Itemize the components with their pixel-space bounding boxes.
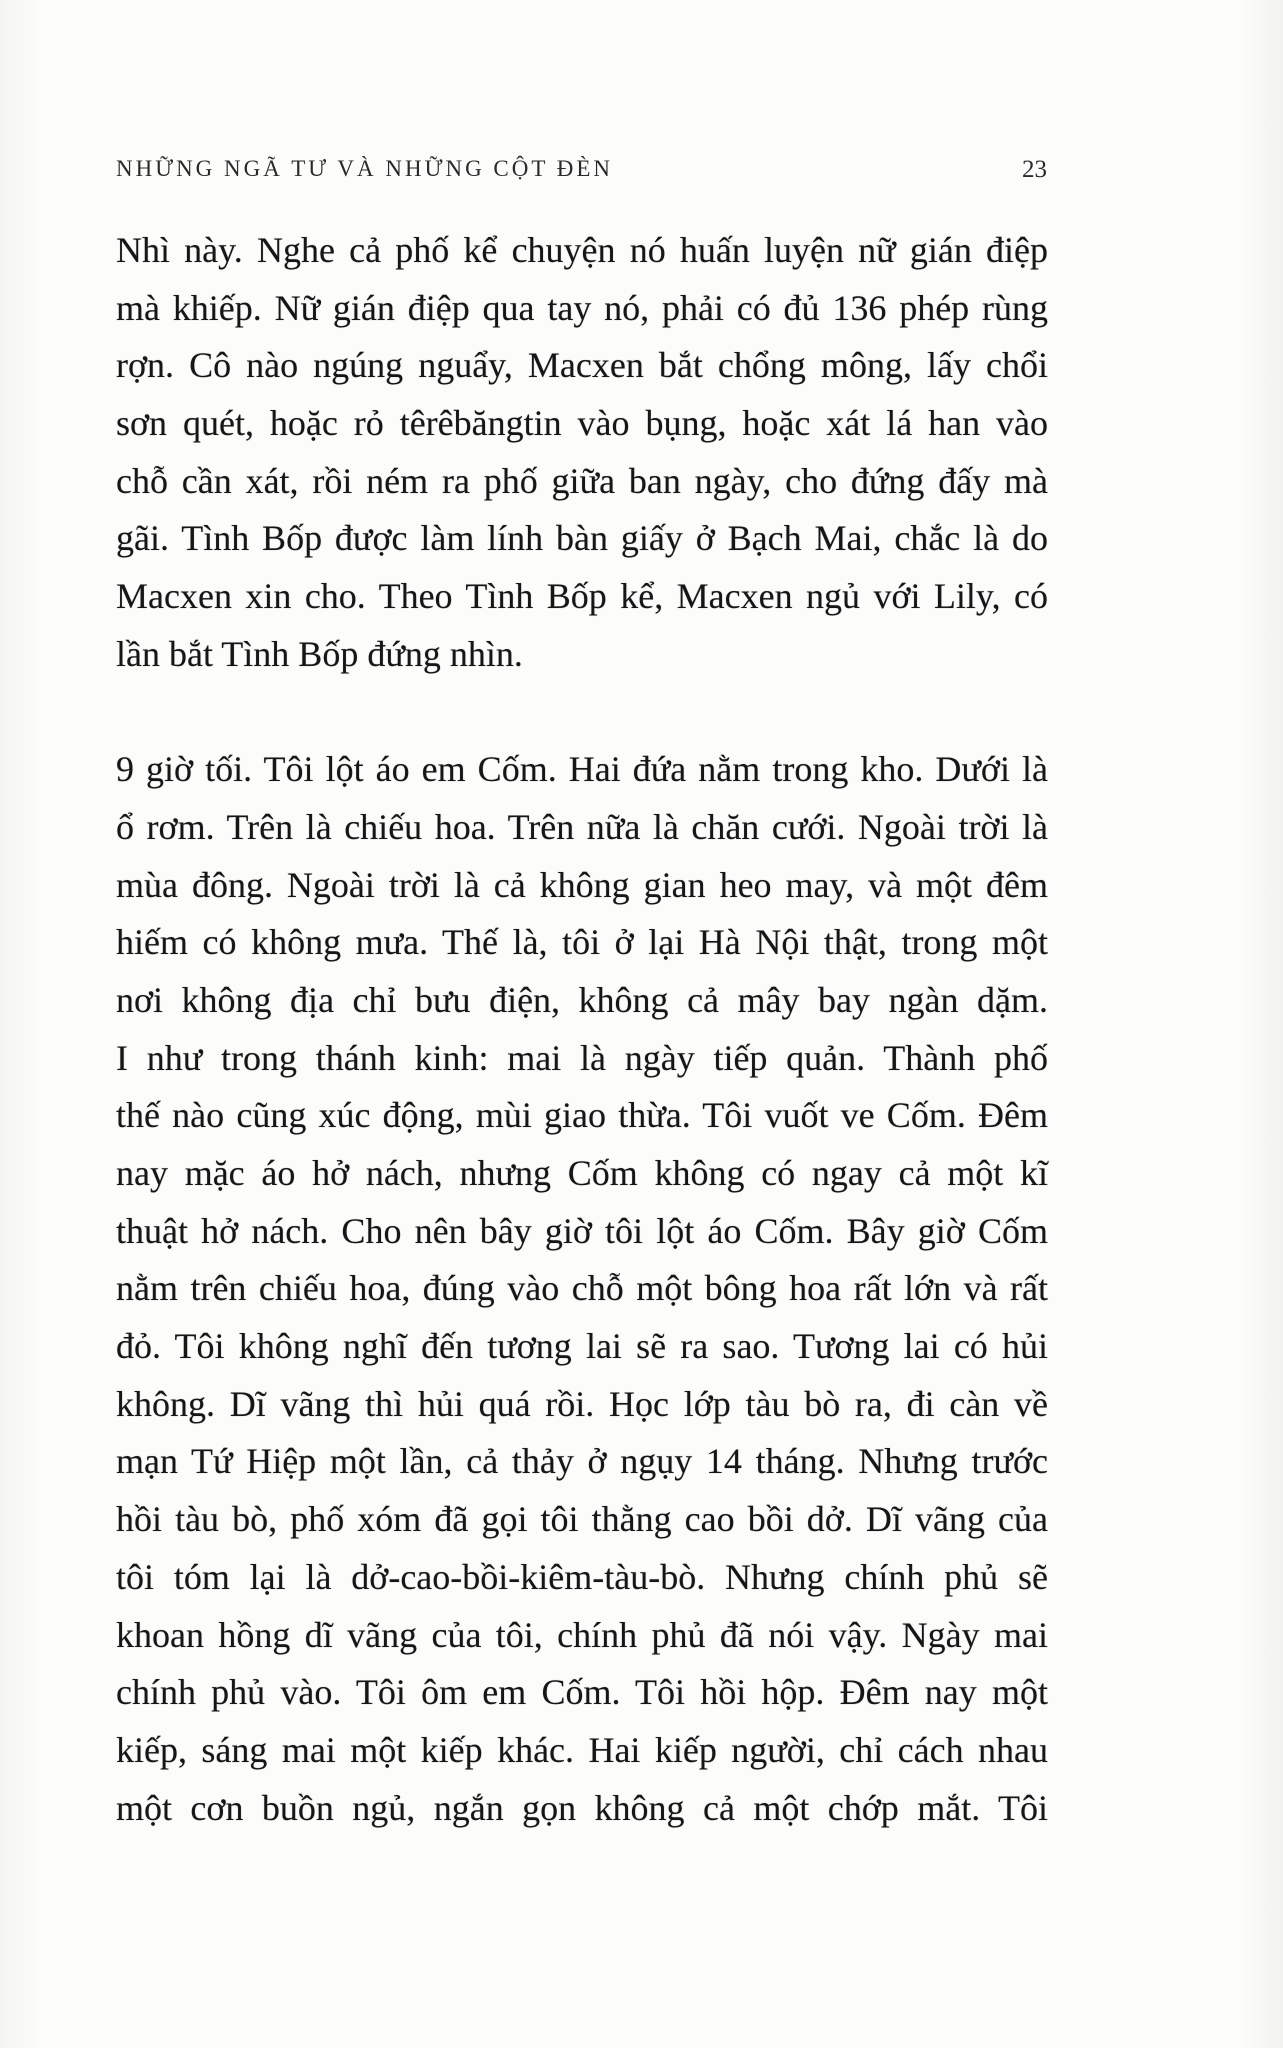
text-line: hồi tàu bò, phố xóm đã gọi tôi thằng cao bồi dở. Dĩ vãng của <box>116 1499 1048 1540</box>
text-line: nằm trên chiếu hoa, đúng vào chỗ một bông hoa rất lớn và rất <box>116 1268 1048 1309</box>
text-line: gãi. Tình Bốp được làm lính bàn giấy ở Bạch Mai, chắc là do <box>116 518 1048 559</box>
text-line: chỗ cần xát, rồi ném ra phố giữa ban ngày, cho đứng đấy mà <box>116 460 1048 501</box>
text-line: nay mặc áo hở nách, nhưng Cốm không có ngay cả một kĩ <box>116 1153 1048 1193</box>
body-text <box>116 222 1048 1837</box>
text-line: nơi không địa chỉ bưu điện, không cả mây bay ngàn dặm. <box>116 979 1048 1020</box>
text-line: Nhì này. Nghe cả phố kể chuyện nó huấn luyện nữ gián điệp <box>116 230 1048 270</box>
text-line: không. Dĩ vãng thì hủi quá rồi. Học lớp tàu bò ra, đi càn về <box>116 1383 1048 1424</box>
text-line: rợn. Cô nào ngúng nguẩy, Macxen bắt chổng mông, lấy chổi <box>116 345 1048 386</box>
text-line: tôi tóm lại là dở-cao-bồi-kiêm-tàu-bò. Nhưng chính phủ sẽ <box>116 1556 1048 1597</box>
running-title: NHỮNG NGÃ TƯ VÀ NHỮNG CỘT ĐÈN <box>116 156 614 181</box>
text-line: một cơn buồn ngủ, ngắn gọn không cả một chớp mắt. Tôi <box>116 1787 1048 1828</box>
text-line: mạn Tứ Hiệp một lần, cả thảy ở ngụy 14 tháng. Nhưng trước <box>116 1441 1048 1482</box>
text-line: lần bắt Tình Bốp đứng nhìn. <box>116 633 523 674</box>
paragraph-gap <box>116 684 1048 742</box>
text-line: mùa đông. Ngoài trời là cả không gian heo may, và một đêm <box>116 864 1048 905</box>
text-line: đỏ. Tôi không nghĩ đến tương lai sẽ ra sao. Tương lai có hủi <box>116 1326 1048 1367</box>
text-line: khoan hồng dĩ vãng của tôi, chính phủ đã nói vậy. Ngày mai <box>116 1614 1048 1655</box>
text-line: Macxen xin cho. Theo Tình Bốp kể, Macxen ngủ với Lily, có <box>116 576 1048 617</box>
text-line: ổ rơm. Trên là chiếu hoa. Trên nữa là chăn cưới. Ngoài trời là <box>116 806 1048 847</box>
page-number: 23 <box>1022 156 1047 183</box>
text-line: I như trong thánh kinh: mai là ngày tiếp quản. Thành phố <box>116 1037 1048 1078</box>
text-line: kiếp, sáng mai một kiếp khác. Hai kiếp người, chỉ cách nhau <box>116 1729 1048 1770</box>
text-line: mà khiếp. Nữ gián điệp qua tay nó, phải có đủ 136 phép rùng <box>116 287 1048 328</box>
text-line: 9 giờ tối. Tôi lột áo em Cốm. Hai đứa nằm trong kho. Dưới là <box>116 749 1048 790</box>
text-line: thuật hở nách. Cho nên bây giờ tôi lột áo Cốm. Bây giờ Cốm <box>116 1210 1048 1251</box>
text-line: hiếm có không mưa. Thế là, tôi ở lại Hà Nội thật, trong một <box>116 922 1048 963</box>
text-line: chính phủ vào. Tôi ôm em Cốm. Tôi hồi hộp. Đêm nay một <box>116 1672 1048 1713</box>
paragraph-1 <box>116 222 1048 684</box>
text-line: thế nào cũng xúc động, mùi giao thừa. Tôi vuốt ve Cốm. Đêm <box>116 1095 1048 1136</box>
paragraph-2 <box>116 741 1048 1837</box>
text-line: sơn quét, hoặc rỏ têrêbăngtin vào bụng, hoặc xát lá han vào <box>116 403 1048 444</box>
